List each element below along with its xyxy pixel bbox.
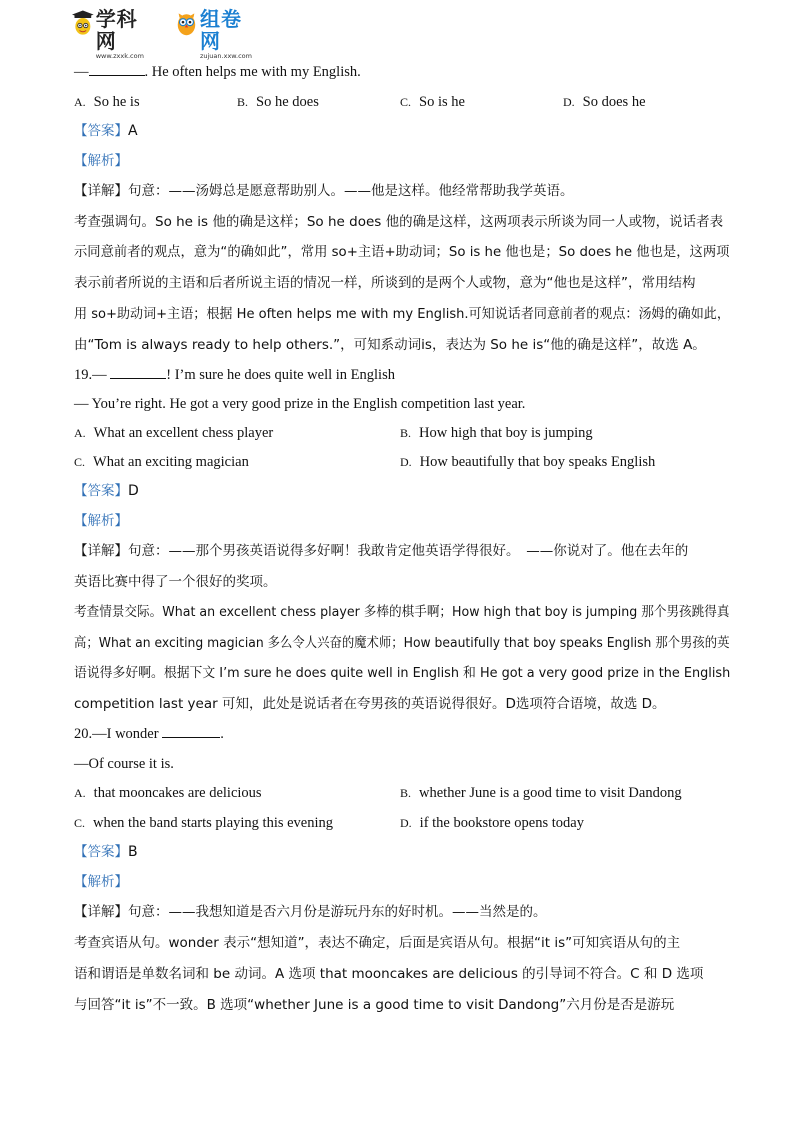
detail-text: 句意：——我想知道是否六月份是游玩丹东的好时机。——当然是的。 xyxy=(128,904,547,920)
option-text: What an exciting magician xyxy=(93,454,249,470)
q19-stem: 19.— ! I’m sure he does quite well in English xyxy=(74,367,395,383)
option-text: if the bookstore opens today xyxy=(419,815,584,831)
option-letter: D. xyxy=(400,816,412,830)
q20-option-c xyxy=(74,813,333,833)
q18-stem-text: . He often helps me with my English. xyxy=(144,64,361,80)
analysis-tag: 【解析】 xyxy=(74,153,128,169)
q20-detail-line-1 xyxy=(74,902,547,922)
q20-answer xyxy=(74,842,138,862)
q19-detail-line-5: 语说得多好啊。根据下文 I’m sure he does quite well in English 和 He got a very good prize in the English xyxy=(74,665,731,681)
analysis-tag: 【解析】 xyxy=(74,513,128,529)
option-text: How beautifully that boy speaks English xyxy=(419,454,656,470)
detail-tag: 【详解】 xyxy=(74,543,128,559)
q20-option-a xyxy=(74,783,262,803)
option-letter: D. xyxy=(400,455,412,469)
option-text: when the band starts playing this evening xyxy=(93,815,334,831)
q18-detail-line-4: 表示前者所说的主语和后者所说主语的情况一样，所谈到的是两个人或物，意为“他也是这样”，常用结构 xyxy=(74,275,696,291)
q18-stem: — . He often helps me with my English. xyxy=(74,64,361,80)
logo2-url: zujuan.xxw.com xyxy=(199,52,252,60)
q20-detail-line-3: 语和谓语是单数名词和 be 动词。A 选项 that mooncakes are delicious 的引导词不符合。C 和 D 选项 xyxy=(74,966,704,982)
q19-detail-line-1 xyxy=(74,541,688,561)
q19-analysis-tag xyxy=(74,511,128,531)
q20-option-b xyxy=(400,783,682,803)
option-text: So does he xyxy=(582,94,646,110)
q18-analysis-tag xyxy=(74,151,128,171)
question-number: 20. xyxy=(74,726,93,742)
q19-detail-line-2: 英语比赛中得了一个很好的奖项。 xyxy=(74,574,277,590)
option-letter: B. xyxy=(400,426,412,440)
q19-option-d xyxy=(400,452,655,472)
detail-tag: 【详解】 xyxy=(74,904,128,920)
option-letter: B. xyxy=(237,95,249,109)
q19-blank xyxy=(110,365,166,379)
q18-detail-line-5: 用 so+助动词+主语；根据 He often helps me with my English.可知说话者同意前者的观点：汤姆的确如此， xyxy=(74,306,730,322)
q19-detail-line-6: competition last year 可知，此处是说话者在夸男孩的英语说得很好。D选项符合语境，故选 D。 xyxy=(74,696,666,712)
q19-detail-line-3: 考查情景交际。What an excellent chess player 多棒的棋手啊；How high that boy is jumping 那个男孩跳得真 xyxy=(74,604,730,620)
q20-stem-tail: . xyxy=(220,726,224,742)
detail-text: 句意：——汤姆总是愿意帮助别人。——他是这样。他经常帮助我学英语。 xyxy=(128,183,574,199)
question-number: 19. xyxy=(74,367,93,383)
q18-detail-line-6: 由“Tom is always ready to help others.”，可知系动词is，表达为 So he is“他的确是这样”，故选 A。 xyxy=(74,337,706,353)
q19-option-b xyxy=(400,423,593,443)
option-letter: A. xyxy=(74,95,86,109)
q20-detail-line-4: 与回答“it is”不一致。B 选项“whether June is a good time to visit Dandong”六月份是否是游玩 xyxy=(74,997,675,1013)
q20-reply: —Of course it is. xyxy=(74,756,174,772)
q19-stem-text: ! I’m sure he does quite well in English xyxy=(166,367,395,383)
q18-blank xyxy=(89,62,145,76)
q19-option-a xyxy=(74,423,273,443)
answer-value: B xyxy=(128,844,138,860)
q20-analysis-tag xyxy=(74,872,128,892)
option-text: So he is xyxy=(93,94,140,110)
q18-option-c xyxy=(400,92,465,112)
q20-detail-line-2: 考查宾语从句。wonder 表示“想知道”，表达不确定，后面是宾语从句。根据“it is”可知宾语从句的主 xyxy=(74,935,681,951)
analysis-tag: 【解析】 xyxy=(74,874,128,890)
q18-detail-line-1 xyxy=(74,181,574,201)
option-letter: C. xyxy=(74,816,86,830)
answer-value: A xyxy=(128,123,138,139)
answer-tag: 【答案】 xyxy=(74,123,128,139)
q18-option-a xyxy=(74,92,140,112)
logo1-url: www.zxxk.com xyxy=(95,52,144,60)
detail-text: 句意：——那个男孩英语说得多好啊！我敢肯定他英语学得很好。 ——你说对了。他在去年的 xyxy=(128,543,689,559)
option-text: whether June is a good time to visit Dandong xyxy=(419,785,682,801)
q18-option-d xyxy=(563,92,646,112)
option-letter: C. xyxy=(400,95,412,109)
option-letter: C. xyxy=(74,455,86,469)
answer-tag: 【答案】 xyxy=(74,844,128,860)
q20-stem-head: —I wonder xyxy=(92,726,163,742)
option-text: So is he xyxy=(419,94,465,110)
q19-option-c xyxy=(74,452,249,472)
q20-option-d xyxy=(400,813,584,833)
option-text: How high that boy is jumping xyxy=(419,425,593,441)
q20-stem xyxy=(74,724,224,744)
option-letter: A. xyxy=(74,786,86,800)
option-text: So he does xyxy=(256,94,319,110)
q18-detail-line-3: 示同意前者的观点，意为“的确如此”，常用 so+主语+助动词；So is he 他也是；So does he 他也是，这两项 xyxy=(74,244,730,260)
answer-tag: 【答案】 xyxy=(74,483,128,499)
logo1-text: 学科网 xyxy=(95,7,138,53)
q19-detail-line-4: 高；What an exciting magician 多么令人兴奋的魔术师；How beautifully that boy speaks English 那个男孩的英 xyxy=(74,635,730,651)
q18-detail-line-2: 考查强调句。So he is 他的确是这样；So he does 他的确是这样，这两项表示所谈为同一人或物，说话者表 xyxy=(74,214,724,230)
q19-answer xyxy=(74,481,139,501)
answer-value: D xyxy=(128,483,139,499)
q20-blank xyxy=(162,724,220,738)
q18-answer xyxy=(74,121,138,141)
q18-option-b xyxy=(237,92,319,112)
detail-tag: 【详解】 xyxy=(74,183,128,199)
logo2-text: 组卷网 xyxy=(199,7,242,53)
option-letter: A. xyxy=(74,426,86,440)
option-letter: D. xyxy=(563,95,575,109)
option-text: What an excellent chess player xyxy=(93,425,274,441)
q19-reply: — You’re right. He got a very good prize in the English competition last year. xyxy=(74,396,526,412)
option-letter: B. xyxy=(400,786,412,800)
option-text: that mooncakes are delicious xyxy=(93,785,262,801)
